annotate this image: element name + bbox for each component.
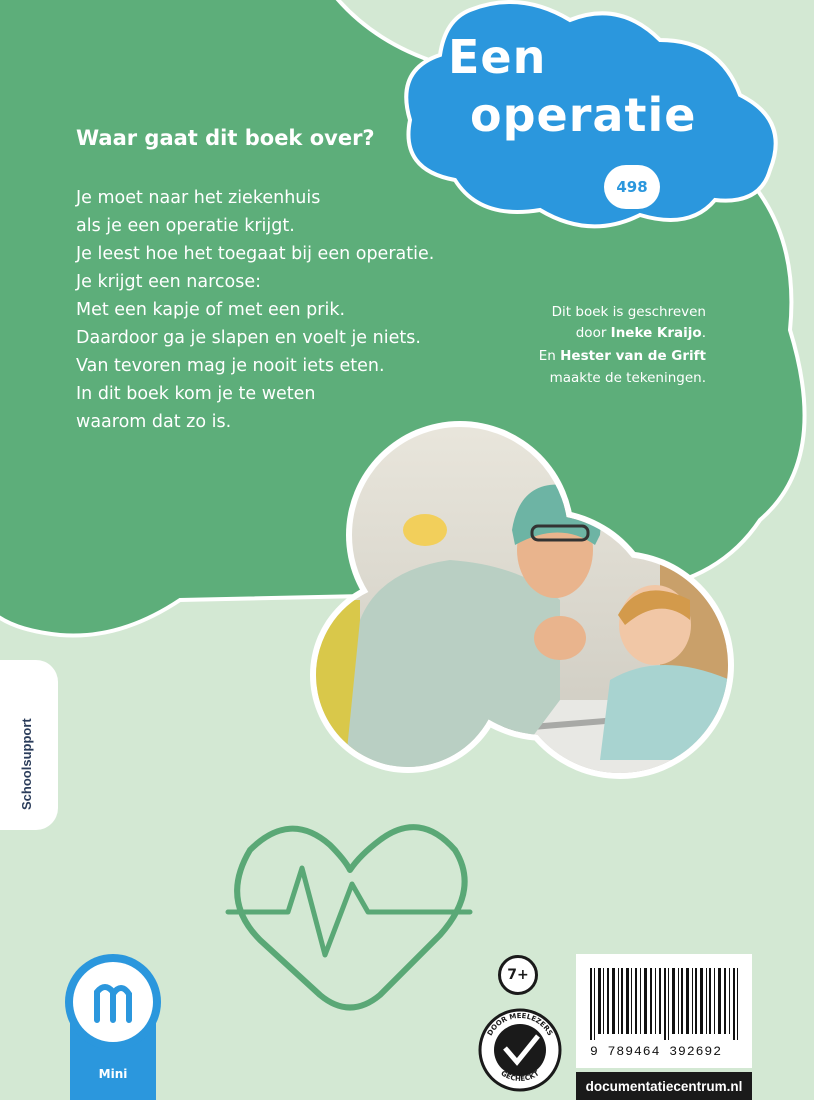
svg-text:DOOR MEELEZERS (486, 1012, 554, 1037)
about-line: Daardoor ga je slapen en voelt je niets. (76, 328, 421, 348)
about-line: waarom dat zo is. (76, 412, 232, 432)
barcode (590, 968, 738, 1040)
credits-line-2: door Ineke Kraijo. (575, 325, 706, 341)
website-label: documentatiecentrum.nl (576, 1072, 752, 1100)
about-line: Je moet naar het ziekenhuis (76, 188, 321, 208)
credits-line-3: En Hester van de Grift (538, 348, 706, 364)
isbn-number: 9 789464 392692 (590, 1044, 723, 1059)
about-line: als je een operatie krijgt. (76, 216, 295, 236)
title-line-2: operatie (470, 88, 697, 142)
seal-bottom-text: GECHECKT (499, 1069, 541, 1083)
title-line-1: Een (448, 30, 547, 84)
level-label: Mini (98, 1067, 128, 1081)
about-line: Je leest hoe het toegaat bij een operatie. (76, 244, 435, 264)
about-line: In dit boek kom je te weten (76, 384, 316, 404)
about-line: Je krijgt een narcose: (76, 272, 261, 292)
age-badge: 7+ (498, 955, 538, 995)
reader-seal-text (478, 1008, 562, 1092)
m-logo-icon (65, 954, 161, 1050)
author-name: Ineke Kraijo (610, 325, 702, 341)
publisher-name: Schoolsupport (19, 718, 34, 810)
svg-text:GECHECKT (499, 1069, 540, 1083)
credits-line-1: Dit boek is geschreven (551, 304, 706, 320)
seal-top-text: DOOR MEELEZERS (485, 1011, 555, 1038)
credits-line-4: maakte de tekeningen. (549, 370, 706, 386)
series-number-badge: 498 (604, 165, 660, 209)
about-line: Met een kapje of met een prik. (76, 300, 346, 320)
about-line: Van tevoren mag je nooit iets eten. (76, 356, 385, 376)
heartbeat-icon (228, 827, 470, 1007)
illustrator-name: Hester van de Grift (560, 348, 706, 364)
about-heading: Waar gaat dit boek over? (76, 126, 375, 150)
